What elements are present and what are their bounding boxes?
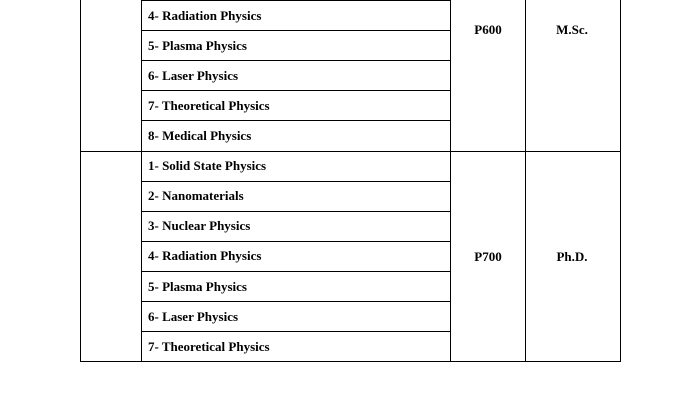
row-divider xyxy=(141,120,451,121)
specialization-cell: 5- Plasma Physics xyxy=(148,279,247,294)
course-code-cell: P700 xyxy=(474,249,502,264)
table-left-border xyxy=(80,0,81,362)
specialization-cell: 8- Medical Physics xyxy=(148,128,252,143)
specialization-cell: 3- Nuclear Physics xyxy=(148,218,251,233)
table-bottom-border xyxy=(80,361,621,362)
group-separator xyxy=(80,151,621,152)
row-divider xyxy=(141,241,451,242)
course-code-cell: P600 xyxy=(474,22,502,37)
col-divider-3 xyxy=(525,0,526,362)
specialization-cell: 1- Solid State Physics xyxy=(148,158,267,173)
degree-cell: Ph.D. xyxy=(556,249,588,264)
row-divider xyxy=(141,181,451,182)
specialization-cell: 7- Theoretical Physics xyxy=(148,339,270,354)
row-divider xyxy=(141,30,451,31)
degree-cell: M.Sc. xyxy=(556,22,588,37)
row-divider xyxy=(141,211,451,212)
row-divider xyxy=(141,271,451,272)
specialization-cell: 7- Theoretical Physics xyxy=(148,98,270,113)
specialization-cell: 6- Laser Physics xyxy=(148,309,239,324)
specialization-cell: 4- Radiation Physics xyxy=(148,8,262,23)
specialization-cell: 5- Plasma Physics xyxy=(148,38,247,53)
specialization-cell: 4- Radiation Physics xyxy=(148,248,262,263)
row-divider xyxy=(141,331,451,332)
table-top-edge xyxy=(141,0,451,1)
row-divider xyxy=(141,60,451,61)
table-right-border xyxy=(620,0,621,362)
row-divider xyxy=(141,90,451,91)
row-divider xyxy=(141,301,451,302)
specialization-cell: 6- Laser Physics xyxy=(148,68,239,83)
specialization-cell: 2- Nanomaterials xyxy=(148,188,244,203)
